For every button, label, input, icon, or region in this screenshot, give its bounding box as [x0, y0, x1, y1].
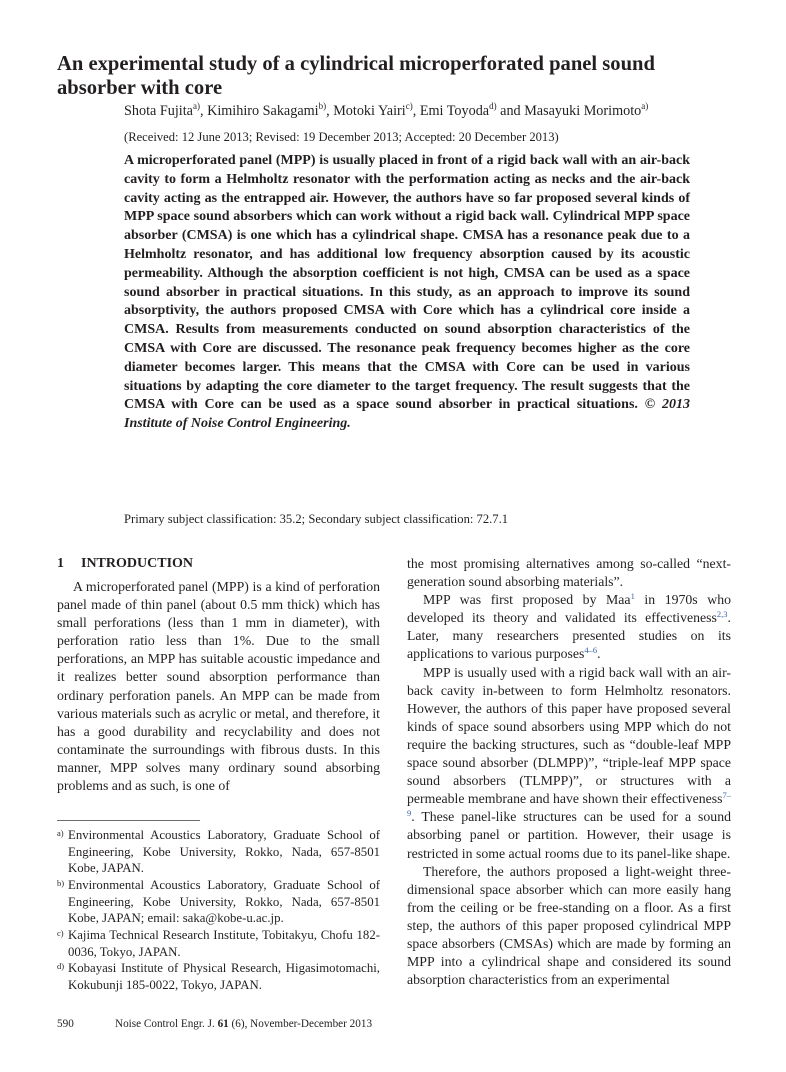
- affiliation-mark: c): [405, 101, 413, 111]
- footnote-mark: d): [57, 961, 65, 971]
- reference-link[interactable]: 4–6: [584, 645, 598, 656]
- paragraph-text: in 1970s who developed its theory and validated its effectiveness: [407, 592, 731, 626]
- received-dates: (Received: 12 June 2013; Revised: 19 December 2013; Accepted: 20 December 2013): [124, 130, 559, 144]
- author-separator: ,: [199, 103, 208, 119]
- footnote: [57, 877, 380, 927]
- author: Emi Toyoda: [419, 103, 490, 119]
- left-column: [57, 578, 380, 795]
- section-heading: [57, 555, 193, 573]
- right-column: [407, 555, 731, 989]
- section-title: INTRODUCTION: [81, 556, 194, 571]
- paragraph: [407, 591, 731, 663]
- paragraph: Therefore, the authors proposed a light-weight three-dimensional space absorber which can more easily hang from the ceiling or be free-standing on a floor. As a first step, the authors of this paper proposed cylindrical MPP space absorbers (CMSAs) which are made by forming an MPP into a cylindrical shape and considered its sound absorption characteristics from an experimental: [407, 863, 731, 988]
- author: Motoki Yairi: [333, 103, 406, 119]
- journal-issue-date: (6), November-December 2013: [231, 1018, 373, 1030]
- author-list: [124, 102, 744, 120]
- affiliation-mark: b): [318, 101, 327, 111]
- author: Masayuki Morimoto: [524, 103, 642, 119]
- journal-volume: 61: [217, 1018, 229, 1030]
- section-number: 1: [57, 556, 64, 571]
- reference-link[interactable]: 2,3: [716, 609, 728, 620]
- author-separator: and: [496, 103, 525, 119]
- page-footer: [57, 1017, 372, 1031]
- footnote-mark: c): [57, 928, 64, 938]
- footnote-text: Kajima Technical Research Institute, Tobitakyu, Chofu 182-0036, Tokyo, JAPAN.: [68, 928, 380, 959]
- footnote: [57, 827, 380, 877]
- abstract-copyright: © 2013 Institute of Noise Control Engineering.: [124, 397, 691, 432]
- footnote-text: Environmental Acoustics Laboratory, Graduate School of Engineering, Kobe University, Rokko, Nada, 657-8501 Kobe, JAPAN; email: saka@kobe-u.ac.jp.: [68, 878, 380, 925]
- journal-name: Noise Control Engr. J.: [115, 1018, 215, 1030]
- page-number: 590: [57, 1018, 74, 1030]
- footnote-text: Environmental Acoustics Laboratory, Graduate School of Engineering, Kobe University, Rokko, Nada, 657-8501 Kobe, JAPAN.: [68, 828, 380, 875]
- footnote-text: Kobayasi Institute of Physical Research, Higasimotomachi, Kokubunji 185-0022, Tokyo, JAPAN.: [68, 961, 380, 992]
- affiliation-mark: a): [192, 101, 200, 111]
- footnote-mark: a): [57, 828, 64, 838]
- paragraph-text: . These panel-like structures can be used for a sound absorbing panel or partition. However, their usage is restricted in some actual rooms due to its panel-like shape.: [407, 809, 731, 861]
- paragraph-text: MPP was first proposed by Maa: [423, 592, 631, 608]
- paragraph: the most promising alternatives among so-called “next-generation sound absorbing materials”.: [407, 556, 731, 590]
- author-separator: ,: [326, 103, 334, 119]
- footnote: [57, 927, 380, 960]
- affiliation-mark: a): [641, 101, 649, 111]
- subject-classification: Primary subject classification: 35.2; Secondary subject classification: 72.7.1: [124, 512, 509, 526]
- author: Kimihiro Sakagami: [207, 103, 319, 119]
- paragraph-text: .: [597, 646, 601, 662]
- footnote-divider: [57, 820, 200, 821]
- paragraph: A microperforated panel (MPP) is a kind of perforation panel made of thin panel (about 0.5 mm thick) which has small perforations (less than 1 mm in diameter), with perforation ratio less than 1%. Due to the small perforations, an MPP has suitable acoustic impedance and it realizes better sound absorption performance than ordinary perforation panels. An MPP can be made from various materials such as acrylic or metal, and therefore, it has a good durability and recyclability and does not contaminate the surroundings with fibrous dusts. In this manner, MPP solves many ordinary sound absorbing problems and as such, is one of: [57, 579, 380, 794]
- footnote: [57, 960, 380, 993]
- reference-link[interactable]: 7–9: [407, 790, 731, 819]
- author: Shota Fujita: [124, 103, 193, 119]
- paragraph: [407, 664, 731, 863]
- paragraph-text: MPP is usually used with a rigid back wall with an air-back cavity in-between to form Helmholtz resonators. However, the authors of this paper have proposed several kinds of space sound absorbers using MPP which do not require the backing structures, such as “double-leaf MPP space sound absorber (DLMPP)”, “triple-leaf MPP space sound absorbers (TLMPP)”, or structures with a permeable membrane and have shown their effectiveness: [407, 664, 731, 807]
- paragraph-text: . Later, many researchers presented studies on its applications to various purposes: [407, 610, 731, 662]
- reference-link[interactable]: 1: [630, 591, 635, 602]
- footnote-mark: b): [57, 878, 65, 888]
- author-separator: ,: [412, 103, 420, 119]
- abstract-text: A microperforated panel (MPP) is usually placed in front of a rigid back wall with an air-back cavity to form a Helmholtz resonator with the performation acting as necks and the air-back cavity acting as the entrapped air. However, the authors have so far proposed several kinds of MPP space sound absorbers which can work without a rigid back wall. Cylindrical MPP space absorber (CMSA) is one which has a cylindrical shape. CMSA has a resonance peak due to a Helmholtz resonator, and has additional low frequency absorption caused by its acoustic permeability. Although the absorption coefficient is not high, CMSA can be used as a space sound absorber in practical situations. In this study, as an approach to improve its sound absorptivity, the authors proposed CMSA with Core which has a cylindrical core inside a CMSA. Results from measurements conducted on sound absorption characteristics of the CMSA with Core are discussed. The resonance peak frequency becomes higher as the core diameter becomes larger. This means that the CMSA with Core can be used in various situations by adapting the core diameter to the target frequency. The result suggests that the CMSA with Core can be used as a space sound absorber in practical situations.: [124, 153, 690, 413]
- affiliation-mark: d): [489, 101, 497, 111]
- paper-title: An experimental study of a cylindrical microperforated panel sound absorber with core: [57, 53, 655, 99]
- abstract: [124, 152, 690, 434]
